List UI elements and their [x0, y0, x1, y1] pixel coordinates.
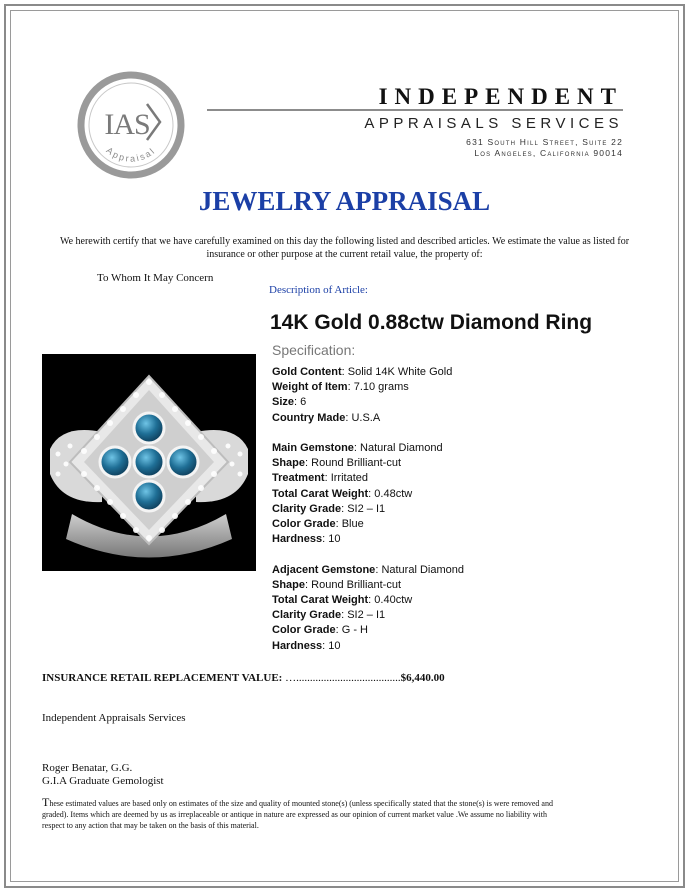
recipient: To Whom It May Concern — [97, 272, 214, 284]
spec-adjacent-carat: Total Carat Weight: 0.40ctw — [272, 594, 413, 607]
ring-photo — [42, 354, 256, 571]
specification-label: Specification: — [272, 342, 356, 358]
company-logo — [76, 70, 186, 180]
insurance-value — [42, 672, 445, 684]
spec-adjacent-clarity: Clarity Grade: SI2 – I1 — [272, 609, 386, 622]
spec-main-color: Color Grade: Blue — [272, 518, 364, 531]
signature-block — [42, 762, 164, 788]
company-subtitle: APPRAISALS SERVICES — [364, 115, 623, 132]
spec-adjacent-gemstone: Adjacent Gemstone: Natural Diamond — [272, 563, 464, 576]
company-address-line1: 631 South Hill Street, Suite 22 — [466, 137, 623, 147]
logo-ring-text: Appraisal — [104, 145, 158, 164]
company-address-line2: Los Angeles, California 90014 — [474, 148, 623, 158]
spec-main-carat: Total Carat Weight: 0.48ctw — [272, 487, 413, 500]
spec-size: Size: 6 — [272, 396, 307, 409]
logo-letters: IAS — [104, 108, 150, 141]
appraiser-credential: G.I.A Graduate Gemologist — [42, 775, 164, 787]
certification-text: We herewith certify that we have carefully examined on this day the following listed and described articles. We estimate the value as listed for insurance or other purpose at the current retail value, the property of: — [59, 236, 630, 260]
header-rule — [207, 109, 623, 111]
disclaimer-initial: T — [42, 795, 50, 809]
signature-company: Independent Appraisals Services — [42, 712, 186, 724]
spec-main-hardness: Hardness: 10 — [272, 533, 341, 546]
spec-main-shape: Shape: Round Brilliant-cut — [272, 457, 402, 470]
insurance-value-leader: …...................................... — [285, 672, 401, 684]
spec-gold-content: Gold Content: Solid 14K White Gold — [272, 366, 453, 378]
spec-main-clarity: Clarity Grade: SI2 – I1 — [272, 502, 386, 515]
disclaimer — [42, 797, 562, 831]
specifications — [272, 365, 464, 654]
document-title: JEWELRY APPRAISAL — [198, 186, 491, 216]
insurance-value-amount: $6,440.00 — [400, 672, 445, 684]
item-title: 14K Gold 0.88ctw Diamond Ring — [270, 311, 593, 334]
spec-adjacent-hardness: Hardness: 10 — [272, 639, 341, 652]
spec-main-treatment: Treatment: Irritated — [272, 472, 368, 485]
spec-adjacent-color: Color Grade: G - H — [272, 624, 368, 637]
company-name: INDEPENDENT — [378, 84, 623, 109]
appraiser-name: Roger Benatar, G.G. — [42, 762, 133, 774]
spec-country: Country Made: U.S.A — [272, 411, 381, 424]
insurance-value-label: INSURANCE RETAIL REPLACEMENT VALUE: — [42, 672, 283, 684]
spec-main-gemstone: Main Gemstone: Natural Diamond — [272, 442, 443, 454]
description-label: Description of Article: — [269, 284, 368, 296]
spec-weight: Weight of Item: 7.10 grams — [272, 381, 409, 394]
spec-adjacent-shape: Shape: Round Brilliant-cut — [272, 578, 402, 591]
disclaimer-text: hese estimated values are based only on estimates of the size and quality of mounted stone(s) (unless specifically stated that the stone(s) is were removed and graded). Items which are deemed by us as irreplaceable or antique in nature are expressed as our opinion of current market value .We assume no liability with respect to any action that may be taken on the basis of this material. — [42, 799, 553, 830]
